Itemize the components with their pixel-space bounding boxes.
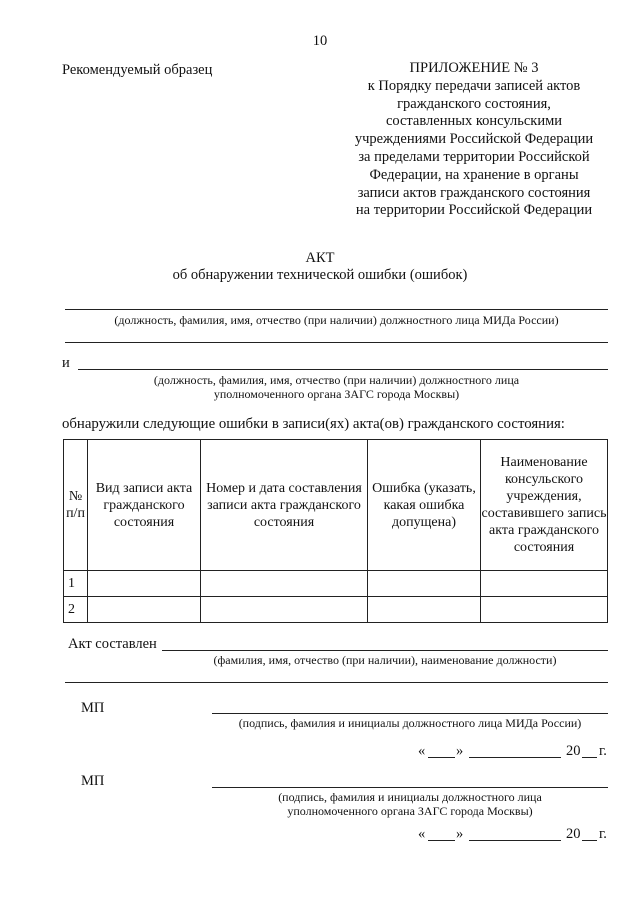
zags-official-caption-1: (должность, фамилия, имя, отчество (при наличии) должностного лица: [153, 373, 520, 387]
table-row: [64, 571, 608, 597]
table-cell[interactable]: [481, 597, 608, 623]
table-cell[interactable]: [201, 597, 368, 623]
signature-caption-zags-2: уполномоченного органа ЗАГС города Москвы): [287, 804, 533, 818]
row-number: 2: [64, 597, 88, 623]
appendix-line: записи актов гражданского состояния: [357, 184, 591, 201]
appendix-line: гражданского состояния,: [397, 95, 551, 112]
page-number: 10: [312, 33, 328, 49]
zags-official-line[interactable]: [78, 369, 608, 370]
and-label: и: [62, 355, 70, 371]
mid-official-caption: (должность, фамилия, имя, отчество (при наличии) должностного лица МИДа России): [114, 313, 559, 327]
row-number: 1: [64, 571, 88, 597]
table-cell[interactable]: [201, 571, 368, 597]
date-day-line-1[interactable]: [428, 757, 455, 758]
date-open-quote-2: «: [418, 826, 426, 842]
signature-line-mid[interactable]: [212, 713, 608, 714]
table-cell[interactable]: [88, 597, 201, 623]
composed-caption: (фамилия, имя, отчество (при наличии), наименование должности): [213, 653, 557, 667]
date-close-quote-1: »: [456, 743, 464, 759]
composed-line-2[interactable]: [65, 682, 608, 683]
appendix-line: на территории Российской Федерации: [355, 202, 593, 219]
mp-label-1: МП: [81, 700, 105, 716]
header-cell-record-type: Вид записи акта гражданского состояния: [88, 440, 201, 571]
errors-table: [63, 439, 608, 623]
header-cell-record-number-date: Номер и дата составления записи акта гражданского состояния: [201, 440, 368, 571]
appendix-title: ПРИЛОЖЕНИЕ № 3: [409, 60, 539, 76]
composed-line[interactable]: [162, 650, 608, 651]
table-cell[interactable]: [481, 571, 608, 597]
mid-official-line-2[interactable]: [65, 342, 608, 343]
appendix-line: учреждениями Российской Федерации: [354, 131, 594, 148]
date-suffix-1: г.: [599, 743, 607, 759]
signature-caption-zags-1: (подпись, фамилия и инициалы должностного лица: [278, 790, 542, 804]
zags-official-caption-2: уполномоченного органа ЗАГС города Москвы): [213, 387, 460, 401]
sample-label: Рекомендуемый образец: [62, 62, 213, 78]
composed-label: Акт составлен: [68, 636, 157, 652]
date-month-line-2[interactable]: [469, 840, 561, 841]
date-suffix-2: г.: [599, 826, 607, 842]
date-year-line-1[interactable]: [582, 757, 597, 758]
date-year-prefix-2: 20: [566, 826, 581, 842]
found-errors-text: обнаружили следующие ошибки в записи(ях) акта(ов) гражданского состояния:: [62, 416, 565, 432]
table-cell[interactable]: [368, 597, 481, 623]
act-subtitle: об обнаружении технической ошибки (ошибок): [172, 267, 468, 283]
mp-label-2: МП: [81, 773, 105, 789]
table-cell[interactable]: [368, 571, 481, 597]
appendix-line: Федерации, на хранение в органы: [369, 166, 579, 183]
appendix-line: к Порядку передачи записей актов: [367, 77, 581, 94]
date-day-line-2[interactable]: [428, 840, 455, 841]
appendix-line: за пределами территории Российской: [358, 148, 590, 165]
date-year-prefix-1: 20: [566, 743, 581, 759]
header-cell-error: Ошибка (указать, какая ошибка допущена): [368, 440, 481, 571]
table-cell[interactable]: [88, 571, 201, 597]
date-year-line-2[interactable]: [582, 840, 597, 841]
act-title: АКТ: [305, 250, 335, 266]
table-header-row: [64, 440, 608, 571]
header-cell-consulate: Наименование консульского учреждения, составившего запись акта гражданского состояния: [481, 440, 608, 571]
signature-line-zags[interactable]: [212, 787, 608, 788]
table-row: [64, 597, 608, 623]
mid-official-line[interactable]: [65, 309, 608, 310]
appendix-line: составленных консульскими: [385, 113, 563, 130]
date-open-quote-1: «: [418, 743, 426, 759]
signature-caption-mid: (подпись, фамилия и инициалы должностного лица МИДа России): [238, 716, 582, 730]
date-month-line-1[interactable]: [469, 757, 561, 758]
date-close-quote-2: »: [456, 826, 464, 842]
appendix-block: [338, 60, 610, 220]
header-cell-number: № п/п: [64, 440, 88, 571]
